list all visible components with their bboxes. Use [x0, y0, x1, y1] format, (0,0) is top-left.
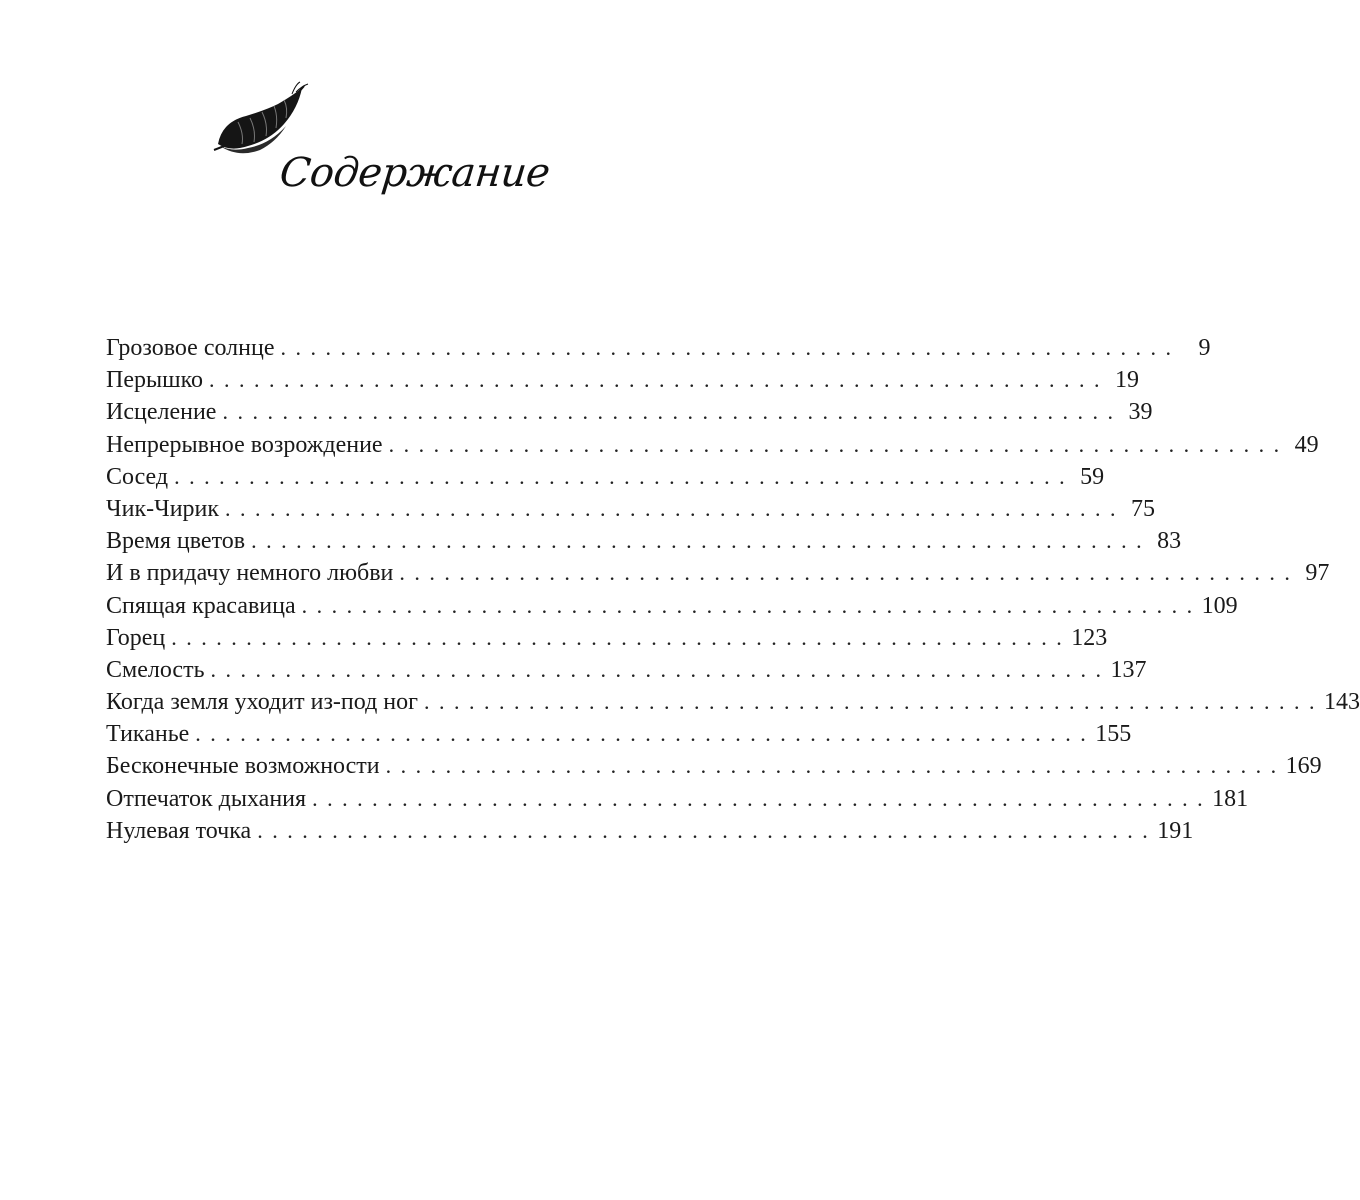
toc-entry	[106, 783, 1249, 815]
toc-entry-title: И в придачу немного любви	[106, 560, 394, 587]
dot-leader: ............................................................	[312, 785, 1213, 811]
toc-entry	[106, 718, 1132, 750]
toc-entry-page: 19	[1115, 367, 1140, 394]
toc-entry-page: 39	[1128, 399, 1153, 426]
dot-leader: ............................................................	[174, 463, 1075, 489]
dot-leader: ............................................................	[225, 495, 1126, 521]
toc-entry-title: Непрерывное возрождение	[106, 431, 383, 458]
toc-entry	[106, 396, 1153, 428]
toc-entry-title: Горец	[106, 624, 166, 651]
toc-entry-page: 169	[1285, 753, 1322, 780]
toc-entry	[106, 557, 1330, 589]
toc-entry	[106, 815, 1194, 847]
toc-entry	[106, 686, 1360, 718]
toc-entry	[106, 364, 1140, 396]
toc-entry	[106, 332, 1211, 364]
toc-entry-title: Смелость	[106, 656, 205, 683]
dot-leader: ............................................................	[222, 399, 1123, 425]
toc-entry-page: 181	[1212, 785, 1249, 812]
toc-entry-title: Бесконечные возможности	[106, 753, 380, 780]
dot-leader: ............................................................	[280, 335, 1181, 360]
dot-leader: ............................................................	[301, 592, 1202, 618]
toc-entry-title: Чик-Чирик	[106, 495, 220, 522]
toc-entry-title: Время цветов	[106, 528, 246, 555]
toc-entry-page: 109	[1201, 592, 1238, 619]
toc-entry-page: 83	[1157, 528, 1182, 555]
toc-entry-title: Перышко	[106, 367, 204, 394]
toc-entry-title: Сосед	[106, 463, 169, 490]
toc-entry-page: 143	[1323, 689, 1360, 716]
toc-entry-page: 75	[1131, 495, 1156, 522]
toc-entry-title: Исцеление	[106, 399, 217, 426]
page-title: Содержание	[277, 150, 552, 196]
dot-leader: ............................................................	[385, 753, 1286, 779]
dot-leader: ............................................................	[209, 367, 1110, 393]
toc-entry	[106, 493, 1156, 525]
dot-leader: ............................................................	[251, 528, 1152, 554]
toc-entry-page: 155	[1095, 721, 1132, 748]
dot-leader: ............................................................	[388, 431, 1289, 457]
toc-entry-page: 49	[1294, 431, 1319, 458]
toc-entry-page: 9	[1198, 335, 1211, 361]
toc-entry-page: 191	[1157, 817, 1194, 844]
toc-entry	[106, 590, 1238, 622]
toc-entry	[106, 750, 1322, 782]
table-of-contents	[106, 332, 1360, 847]
toc-entry-title: Нулевая точка	[106, 817, 252, 844]
dot-leader: ............................................................	[210, 656, 1111, 682]
dot-leader: ............................................................	[195, 721, 1096, 747]
toc-entry	[106, 525, 1182, 557]
toc-entry	[106, 622, 1108, 654]
toc-entry-page: 123	[1071, 624, 1108, 651]
toc-entry-title: Когда земля уходит из-под ног	[106, 689, 418, 716]
toc-entry-title: Спящая красавица	[106, 592, 296, 619]
toc-entry	[106, 429, 1319, 461]
toc-entry-title: Тиканье	[106, 721, 190, 748]
toc-entry-title: Грозовое солнце	[106, 335, 275, 361]
toc-entry-page: 137	[1110, 656, 1147, 683]
dot-leader: ............................................................	[171, 624, 1072, 650]
toc-entry-title: Отпечаток дыхания	[106, 785, 307, 812]
toc-entry-page: 59	[1080, 463, 1105, 490]
dot-leader: ............................................................	[399, 560, 1300, 586]
toc-entry	[106, 461, 1105, 493]
dot-leader: ............................................................	[423, 689, 1324, 715]
toc-entry-page: 97	[1305, 560, 1330, 587]
toc-entry	[106, 654, 1147, 686]
dot-leader: ............................................................	[257, 817, 1158, 843]
